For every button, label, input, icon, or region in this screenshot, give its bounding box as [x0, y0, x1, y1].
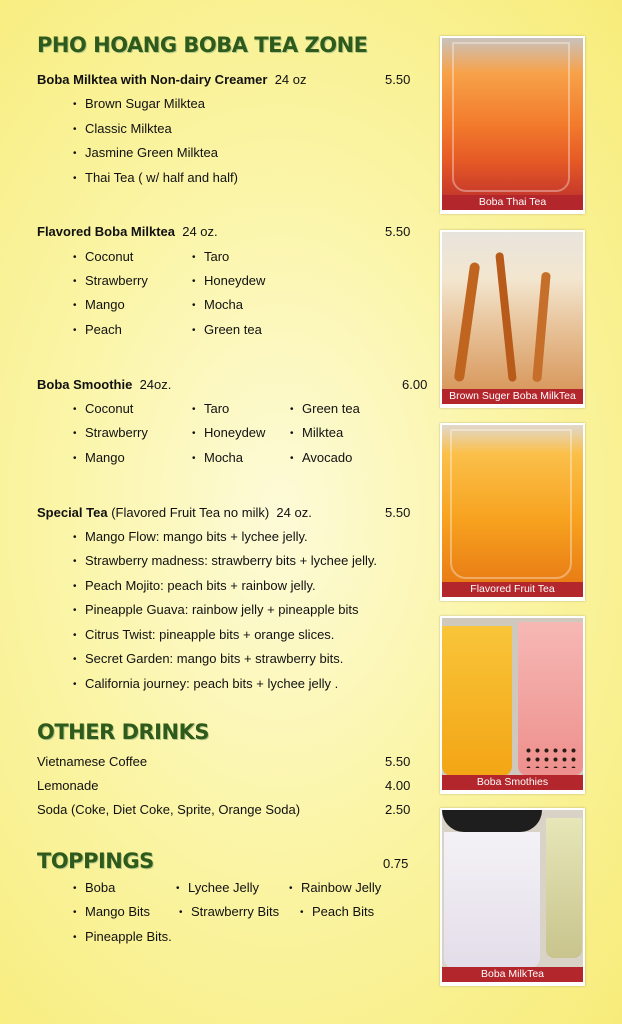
section-special-header: [37, 505, 312, 520]
section-smoothie-price: 6.00: [402, 377, 428, 392]
section-smoothie-size: 24oz.: [139, 377, 172, 392]
photo-boba-thai-tea: [440, 36, 585, 214]
page-title: PHO HOANG BOBA TEA ZONE: [37, 33, 368, 57]
photo-boba-milktea: [440, 808, 585, 986]
list-item: • Classic Milktea: [73, 121, 172, 136]
list-item: • Peach Bits: [300, 904, 374, 919]
other-drink-price: 2.50: [385, 802, 411, 817]
list-item: • Pineapple Guava: rainbow jelly + pineapple bits: [73, 602, 359, 617]
list-item: • Citrus Twist: pineapple bits + orange slices.: [73, 627, 334, 642]
section-milktea-price: 5.50: [385, 72, 411, 87]
toppings-price: 0.75: [383, 856, 409, 871]
photo-caption: Boba Thai Tea: [442, 195, 583, 210]
list-item: • Peach Mojito: peach bits + rainbow jelly.: [73, 578, 316, 593]
section-flavored-size: 24 oz.: [182, 224, 218, 239]
list-item: • Mango Flow: mango bits + lychee jelly.: [73, 529, 308, 544]
section-milktea-size: 24 oz: [274, 72, 307, 87]
list-item: • Milktea: [290, 425, 343, 440]
other-drink-name: Soda (Coke, Diet Coke, Sprite, Orange Soda): [37, 802, 301, 817]
photo-brown-sugar-milktea: [440, 230, 585, 408]
list-item: • Honeydew: [192, 273, 265, 288]
section-special-name: Special Tea: [37, 505, 108, 520]
photo-caption: Brown Suger Boba MilkTea: [442, 389, 583, 404]
list-item: • Brown Sugar Milktea: [73, 96, 205, 111]
list-item: • Thai Tea ( w/ half and half): [73, 170, 238, 185]
list-item: • Peach: [73, 322, 122, 337]
photo-flavored-fruit-tea: [440, 423, 585, 601]
photo-caption: Boba MilkTea: [442, 967, 583, 982]
toppings-heading: TOPPINGS: [37, 849, 154, 873]
list-item: • Green tea: [290, 401, 360, 416]
list-item: • Jasmine Green Milktea: [73, 145, 218, 160]
list-item: • Mocha: [192, 297, 243, 312]
list-item: • California journey: peach bits + lychee jelly .: [73, 676, 338, 691]
list-item: • Secret Garden: mango bits + strawberry bits.: [73, 651, 343, 666]
list-item: • Pineapple Bits.: [73, 929, 172, 944]
list-item: • Mango: [73, 450, 125, 465]
section-special-desc: (Flavored Fruit Tea no milk): [111, 505, 270, 520]
list-item: • Mango: [73, 297, 125, 312]
section-milktea-header: [37, 72, 307, 87]
list-item: • Strawberry Bits: [179, 904, 279, 919]
section-special-price: 5.50: [385, 505, 411, 520]
other-drink-price: 4.00: [385, 778, 411, 793]
list-item: • Coconut: [73, 401, 133, 416]
list-item: • Taro: [192, 249, 229, 264]
list-item: • Avocado: [290, 450, 352, 465]
list-item: • Lychee Jelly: [176, 880, 259, 895]
list-item: • Honeydew: [192, 425, 265, 440]
list-item: • Boba: [73, 880, 115, 895]
other-drink-name: Lemonade: [37, 778, 99, 793]
list-item: • Green tea: [192, 322, 262, 337]
photo-boba-smoothies: [440, 616, 585, 794]
section-smoothie-header: [37, 377, 171, 392]
list-item: • Mocha: [192, 450, 243, 465]
section-special-size: 24 oz.: [276, 505, 312, 520]
other-drink-price: 5.50: [385, 754, 411, 769]
section-milktea-name: Boba Milktea with Non-dairy Creamer: [37, 72, 268, 87]
section-flavored-name: Flavored Boba Milktea: [37, 224, 175, 239]
list-item: • Strawberry: [73, 273, 148, 288]
list-item: • Coconut: [73, 249, 133, 264]
list-item: • Strawberry madness: strawberry bits + lychee jelly.: [73, 553, 377, 568]
section-flavored-header: [37, 224, 218, 239]
list-item: • Rainbow Jelly: [289, 880, 381, 895]
photo-caption: Boba Smothies: [442, 775, 583, 790]
photo-caption: Flavored Fruit Tea: [442, 582, 583, 597]
list-item: • Mango Bits: [73, 904, 150, 919]
section-smoothie-name: Boba Smoothie: [37, 377, 133, 392]
section-flavored-price: 5.50: [385, 224, 411, 239]
other-drink-name: Vietnamese Coffee: [37, 754, 148, 769]
list-item: • Strawberry: [73, 425, 148, 440]
list-item: • Taro: [192, 401, 229, 416]
other-drinks-heading: OTHER DRINKS: [37, 720, 209, 744]
